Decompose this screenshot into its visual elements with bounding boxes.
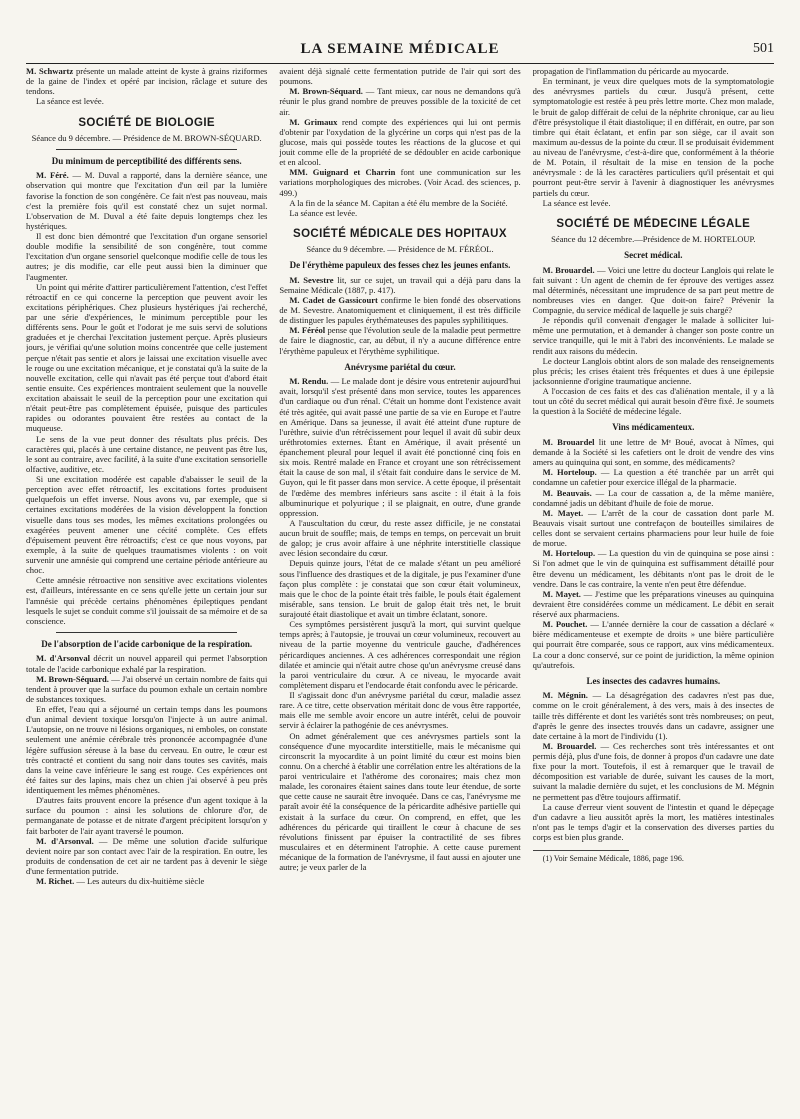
speaker-name: M. Féréol — [289, 325, 326, 336]
paragraph — [279, 690, 520, 731]
article-subtitle: Les insectes des cadavres humains. — [586, 675, 721, 686]
speaker-name: M. Schwartz — [26, 66, 74, 76]
paragraph — [279, 167, 520, 197]
speaker-name: M. Mayet. — [542, 588, 581, 599]
paragraph-text: — L'arrêt de la cour de cassation dont parle M. Beauvais visait surtout une contrefaçon de bouteilles similaires de celles dont se servaient certains pharmaciens pour leur huile de foie de morue. — [532, 507, 774, 549]
speaker-name: M. Grimaux — [289, 116, 338, 127]
paragraph-text: La séance est levée. — [542, 197, 611, 208]
paragraph-text: A la fin de la séance M. Capitan a été élu membre de la Société. — [289, 197, 508, 208]
speaker-name: M. Sevestre — [289, 274, 334, 285]
paragraph-text: Cette amnésie rétroactive non sensitive avec excitations violentes est, d'ailleurs, intéressante en ce sens qu'elle jette un certain jour sur l'amnésie qui précède certains phénomènes épileptiques pendant lesquels le sujet se conduit comme s'il jouissait de sa mémoire et de sa conscience. — [26, 575, 268, 626]
paragraph — [279, 731, 520, 873]
speaker-name: M. Richet. — [36, 876, 75, 887]
paragraph — [26, 474, 267, 575]
paragraph-text: font une communication sur les variations morphologiques des microbes. (Voir Acad. des sciences, p. 499.) — [279, 167, 521, 198]
column-1 — [26, 66, 267, 1109]
paragraph — [26, 170, 267, 231]
paragraph-text: décrit un nouvel appareil qui permet l'absorption totale de l'acide carbonique exhalé par la respiration. — [26, 653, 268, 674]
paragraph — [26, 836, 267, 877]
paragraph-text: A l'occasion de ces faits et des cas d'aliénation mentale, il y a là tout un côté du secret médical qui aurait besoin d'être fixé. Je soumets la question à la Société de médecine légale. — [532, 386, 774, 417]
paragraph-text: La séance est levée. — [36, 96, 104, 107]
paragraph-text: — L'année dernière la cour de cassation a déclaré « bière médicamenteuse et exempte de droits » une bière particulière qui pourrait être comparée, sous ce rapport, aux vins médicamenteux. La cour a donc conservé, sur ce point de juridiction, la même opinion qu'autrefois. — [532, 619, 774, 670]
paragraph — [533, 741, 774, 802]
paragraph-text: lit une lettre de Mᵉ Boué, avocat à Nîmes, qui demande à la Société si les cafetiers ont le droit de vendre des vins amers au quinquina qui sont, en somme, des médicaments? — [532, 436, 774, 468]
paragraph — [26, 66, 267, 96]
paragraph-text: — Voici une lettre du docteur Langlois qui relate le fait suivant : Un agent de chemin de fer éprouve des vertiges assez mal déterminés, nécessitant une imprudence de sa part peut mettre de nombreuses vies en danger. Que doit-on faire? Prévenir la Compagnie, du service médical de laquelle je suis chargé? — [532, 264, 774, 315]
paragraph-text: En effet, l'eau qui a séjourné un certain temps dans les poumons d'un animal devient toxique lorsqu'on l'injecte à un autre animal. L'autopsie, on ne trouve ni lésions organiques, ni emboles, on constate seulement une anémie cérébrale très prononcée accompagnée d'une légère suffusion séreuse à la base du cerveau. En outre, le cœur est très contracté et contient du sang noir dans toutes ses cavités, mais dans la veine cave inférieure le sang est rouge. Ces expériences ont été faites sur des lapins, mais chez un chien j'ai observé à peu près identiquement les mêmes phénomènes. — [26, 704, 268, 795]
paragraph-text: pense que l'évolution seule de la maladie peut permettre de faire le diagnostic, car, au début, il n'y a aucune différence entre l'érythème papuleux et l'érythème syphilitique. — [279, 325, 521, 356]
paragraph — [26, 575, 267, 626]
speaker-name: M. d'Arsonval. — [36, 835, 94, 846]
paragraph-text: — Le malade dont je désire vous entretenir aujourd'hui avait, lorsqu'il s'est présenté dans mon service, toutes les apparences d'un cardiaque ou d'un rénal. C'était un homme dont l'existence avait été très agitée, qui avait passé une partie de sa vie en Europe et l'autre en Amérique. Dans sa jeunesse, il avait été atteint d'une rupture de l'urèthre, suivie d'un rétrécissement pour lequel il avait dû subir deux uréthrotomies externes. Étant en Amérique, il avait présenté un épanchement pleural pour lequel il avait été ponctionné cinq fois en six mois. Rentré malade en France et croyant une son rétrécissement était la cause de son mal, il s'était fait conduire dans le service de M. Guyon, qui le fit passer dans mon service. A cette époque, il présentait de l'œdème des membres inférieurs sans ascite : il était à la fois albuminurique et polyurique ; il se plaignait, en outre, d'une grande oppression. — [279, 376, 521, 518]
paragraph-text: La séance est levée. — [289, 207, 358, 218]
speaker-name: MM. Guignard et Charrin — [289, 167, 396, 178]
paragraph-text: — Les auteurs du dix-huitième siècle — [74, 876, 205, 887]
article-subtitle: De l'érythème papuleux des fesses chez les jeunes enfants. — [289, 260, 511, 271]
column-2 — [279, 66, 520, 1109]
article-subtitle: Vins médicamenteux. — [612, 422, 695, 433]
paragraph — [279, 325, 520, 355]
paragraph — [533, 356, 774, 386]
paragraph-text: Si une excitation modérée est capable d'abaisser le seuil de la perception avec effet rétroactif, les excitations fortes produisent quelquefois un effet inverse. Nous avons vu, par exemple, que si certaines excitations modérées de la vision développent la fonction visuelle dans tous ses modes, les mêmes excitations prolongées ou exagérées peuvent amener une cécité complète. Ces effets d'épuisement peuvent être rétroactifs; c'est ce que nous voyons, par exemple, à la suite de quelques traumatismes violents : on voit survenir une amnésie qui comprend une certaine période antérieure au choc. — [26, 474, 268, 576]
paragraph — [279, 117, 520, 168]
paragraph — [26, 96, 267, 106]
speaker-name: M. Horteloup. — [542, 548, 596, 559]
paragraph-text: D'autres faits prouvent encore la présence d'un agent toxique à la surface du poumon : ainsi les solutions de chlorure d'or, de permanganate de potasse et de nitrate d'argent précipitent lorsqu'on y fait barboter de l'air ayant traversé le poumon. — [26, 795, 268, 836]
paragraph-text: lit, sur ce sujet, un travail qui a déjà paru dans la Semaine Médicale (1887, p. 417). — [279, 274, 521, 295]
paragraph-text: — La question du vin de quinquina se pose ainsi : Si l'on admet que le vin de quinquina est suffisamment détaillé pour être devenu un médicament, les débitants n'ont pas le droit de le vendre. Dans le cas contraire, la vente n'en peut être défendue. — [532, 548, 774, 589]
paragraph-text: — De même une solution d'acide sulfurique devient noire par son contact avec l'air de la respiration. En outre, les produits de condensation de cet air ne tardent pas à devenir le siège d'une fermentation putride. — [26, 835, 268, 876]
speaker-name: M. Rendu. — [289, 376, 329, 387]
paragraph-text: — Ces recherches sont très intéressantes et ont permis déjà, plus d'une fois, de donner à propos d'un cadavre une date fixe pour la mort. Toutefois, il est à remarquer que le travail de décomposition est variable de durée, suivant les causes de la mort, suivant la maladie dernière du sujet, et les conclusions de M. Mégnin ne permettent pas d'être toujours affirmatif. — [532, 740, 774, 802]
paragraph-text: Depuis quinze jours, l'état de ce malade s'étant un peu amélioré sous l'influence des drastiques et de la digitale, je pus l'examiner d'une façon plus complète : je constatai que son cœur était volumineux, mais que le choc de la pointe était très faible, le pouls était également misérable, sans tension. Le bruit de galop était très net, le bruit surajouté était diastolique et avait un timbre éclatant, sonore. — [279, 558, 521, 619]
article-subtitle: Anévrysme pariétal du cœur. — [344, 361, 456, 372]
paragraph — [533, 315, 774, 356]
column-3 — [533, 66, 774, 1109]
paragraph — [533, 66, 774, 76]
paragraph — [279, 198, 520, 208]
article-subtitle: Du minimum de perceptibilité des différents sens. — [51, 155, 242, 166]
paragraph — [533, 548, 774, 589]
paragraph-text: Il est donc bien démontré que l'excitation d'un organe sensoriel double modifie la sensibilité de son congénère, tout comme l'excitation d'un organe sensoriel quelconque modifie celle de tous les autres; je dis modifie, car elle peut aussi bien la diminuer que l'augmenter. — [26, 231, 268, 282]
speaker-name: M. Brown-Séquard. — [289, 86, 363, 97]
paragraph — [26, 674, 267, 704]
paragraph-text: Un point qui mérite d'attirer particulièrement l'attention, c'est l'effet rétroactif en ce qui concerne la perception que peuvent avoir les excitations périphériques. Chez plusieurs hystériques j'ai recherché, par une série d'expériences, le minimum perceptible pour les différents sens. Pour le goût et l'odorat je me suis servi de solutions graduées et je cherchai l'excitation justement perçue. Après plusieurs jours, je vérifiai qu'une solution moins concentrée que celle justement perçue n'était pas sentie et alors je laissai une excitation visuelle avec le rouge ou une excitation mécanique, et je constatai qu'à la suite de la nouvelle excitation, celle qui n'avait pas été perçue tout d'abord était sentie ensuite. Ces expériences montraient seulement que la nouvelle excitation abaissait le seuil de la perception pour une excitation qui n'était peut-être pas complètement épuisée, puisque des particules rapides ou odorantes pouvaient être restées au contact de la muqueuse. — [26, 281, 268, 434]
article-subtitle: De l'absorption de l'acide carbonique de la respiration. — [41, 638, 253, 649]
paragraph-text: Ces symptômes persistèrent jusqu'à la mort, qui survint quelque temps après; à l'autopsie, je trouvai un cœur volumineux, recouvert au niveau de la partie moyenne du ventricule gauche, d'adhérences péricardiques anciennes. A ces adhérences correspondait une région dilatée et amincie qui n'était autre chose qu'un anévrysme creusé dans la paroi ventriculaire du cœur. A ce niveau, le myocarde avait complètement disparu et l'endocarde était confondu avec le péricarde. — [279, 619, 521, 690]
speaker-name: M. Mayet. — [542, 507, 584, 518]
paragraph — [279, 66, 520, 86]
paragraph-text: confirme le bien fondé des observations de M. Sevestre. Anatomiquement et cliniquement, il est très difficile de distinguer les papules érythémateuses des papules syphilitiques. — [279, 294, 521, 326]
section-title: SOCIÉTÉ DE BIOLOGIE — [78, 116, 215, 129]
speaker-name: M. Brouardel. — [542, 264, 595, 275]
paragraph-text: propagation de l'inflammation du péricarde au myocarde. — [532, 66, 729, 76]
paragraph-text: On admet généralement que ces anévrysmes partiels sont la conséquence d'une myocardite interstitielle, mais le mécanisme qui circonscrit la myocardite à un point limité du cœur est moins bien connu. On a cherché à établir une corrélation entre les altérations de la paroi ventriculaire et l'athérome des coronaires; mais chez mon malade, les coronaires étaient saines dans toute leur étendue, de sorte que cette cause ne saurait être invoquée. Dans ce cas, l'anévrysme me paraît avoir été la conséquence de la péricardite adhésive partielle qui existait à la surface du cœur. On comprend, en effet, que les adhérences du péricarde qui tiraillent le cœur à chacune de ses révolutions finissent par épuiser la contractilité de ses fibres musculaires et en déterminent l'atrophie. A cette cause purement mécanique de la formation de l'anévrysme, il faut aussi en ajouter une autre; je veux parler de la — [279, 730, 521, 873]
speaker-name: M. Féré. — [36, 170, 69, 181]
session-meta: Séance du 9 décembre. — Présidence de M. BROWN-SÉQUARD. — [31, 132, 262, 143]
paragraph-text: Le sens de la vue peut donner des résultats plus précis. Des caractères qui, placés à une certaine distance, ne peuvent pas être lus, le sont au contraire, avec facilité, à la suite d'une excitation sensorielle olfactive, auditive, etc. — [26, 433, 268, 474]
session-meta: Séance du 12 décembre.—Présidence de M. HORTELOUP. — [551, 233, 756, 244]
footnote-divider — [533, 850, 630, 851]
page-number: 501 — [753, 41, 774, 56]
paragraph — [533, 76, 774, 198]
paragraph-text: — J'ai observé un certain nombre de faits qui tendent à prouver que la surface du poumon exhale un certain nombre de substances toxiques. — [26, 673, 268, 704]
paragraph — [533, 198, 774, 208]
paragraph-text: avaient déjà signalé cette fermentation putride de l'air qui sort des poumons. — [279, 66, 521, 87]
paragraph — [533, 488, 774, 508]
speaker-name: M. Beauvais. — [542, 487, 592, 498]
paragraph-text: En terminant, je veux dire quelques mots de la symptomatologie des anévrysmes partiels du cœur. Jusqu'à présent, cette symptomatologie est restée à peu près lettre morte. Chez mon malade, le bruit de galop différait de celui de la néphrite chronique, car au lieu d'être présystolique il était diastolique; il en différait, en outre, par son timbre qui était éclatant, et enfin par son siège, car il avait son maximum au-dessus de la pointe du cœur. Il se produisait évidemment au niveau de l'anévrysme, c'est-à-dire que, conformément à la théorie de M. Potain, il résultait de la mise en tension de la poche anévrysmale : de là les caractères particuliers qu'il présentait et qui pourront peut-être servir à l'avenir à diagnostiquer les anévrysmes partiels du cœur. — [532, 76, 774, 198]
paragraph — [533, 589, 774, 619]
paragraph-text: — Tant mieux, car nous ne demandons qu'à réunir le plus grand nombre de preuves possible de la toxicité de cet air. — [279, 86, 521, 117]
paragraph-text: — La cour de cassation a, de la même manière, condamné jadis un débitant d'huile de foie de morue. — [532, 487, 774, 508]
article-subtitle: Secret médical. — [624, 250, 683, 260]
columns — [26, 66, 774, 1109]
footnote: (1) Voir Semaine Médicale, 1886, page 196. — [542, 854, 684, 864]
speaker-name: M. d'Arsonval — [36, 653, 90, 664]
paragraph — [533, 265, 774, 316]
speaker-name: M. Cadet de Gassicourt — [289, 294, 378, 305]
paragraph — [26, 231, 267, 282]
speaker-name: M. Brown-Séquard. — [36, 673, 109, 684]
paragraph — [279, 558, 520, 619]
paragraph — [26, 282, 267, 434]
speaker-name: M. Mégnin. — [542, 690, 588, 701]
paragraph — [533, 690, 774, 741]
paragraph — [533, 508, 774, 549]
paragraph — [279, 518, 520, 559]
paragraph-text: — La désagrégation des cadavres n'est pas due, comme on le croit généralement, à des vers, mais à des insectes de taille très différente et dont les variétés sont très nombreuses; on peut, d'après le genre des insectes trouvés dans un cadavre, assigner une date certaine à la mort de l'individu (1). — [532, 690, 774, 741]
section-title: SOCIÉTÉ MÉDICALE DES HOPITAUX — [293, 227, 507, 240]
paragraph — [279, 275, 520, 295]
paragraph — [279, 86, 520, 116]
paragraph-text: Je répondis qu'il convenait d'engager le malade à solliciter lui-même une permutation, et à demander à changer son poste contre un service tranquille, qui le mit à l'abri des inconvénients. Le malade se rendit aux raisons du médecin. — [532, 315, 774, 356]
journal-title: LA SEMAINE MÉDICALE — [300, 41, 500, 57]
speaker-name: M. Brouardel — [542, 436, 595, 447]
paragraph — [26, 876, 267, 886]
paragraph-text: Il s'agissait donc d'un anévrysme pariétal du cœur, maladie assez rare. A ce titre, cette observation méritait donc de vous être rapportée, mais elle me semble avoir encore un autre intérêt, celui de pouvoir servir à éclairer la pathogénie de ces anévrysmes. — [279, 690, 521, 731]
paragraph — [26, 704, 267, 795]
paragraph — [533, 467, 774, 487]
paragraph — [533, 619, 774, 670]
paragraph — [533, 802, 774, 843]
paragraph-text: — M. Duval a rapporté, dans la dernière séance, une observation qui montre que l'excitation d'un œil par la lumière favorise la fonction de son congénère. Ce fait n'est pas nouveau, mais c'est la première fois qu'il est constaté chez un sujet normal. L'observation de M. Duval a été faite depuis longtemps chez les hystériques. — [26, 170, 268, 231]
paragraph-text: — J'estime que les préparations vineuses au quinquina devraient être considérées comme un médicament. Le débit en serait réservé aux pharmaciens. — [532, 588, 774, 619]
paragraph — [279, 295, 520, 325]
section-title: SOCIÉTÉ DE MÉDECINE LÉGALE — [556, 217, 751, 230]
divider — [56, 149, 237, 150]
paragraph — [533, 386, 774, 416]
paragraph — [279, 376, 520, 518]
paragraph — [26, 434, 267, 475]
paragraph — [533, 437, 774, 467]
session-meta: Séance du 9 décembre. — Présidence de M. FÉRÉOL. — [306, 244, 494, 254]
paragraph — [26, 795, 267, 836]
paragraph-text: Le docteur Langlois obtint alors de son malade des renseignements plus précis; les crises étaient très fréquentes et dues à une épilepsie jacksonnienne d'origine traumatique ancienne. — [532, 355, 774, 386]
speaker-name: M. Pouchet. — [542, 619, 588, 630]
divider — [56, 632, 237, 633]
paragraph — [26, 653, 267, 673]
paragraph-text: présente un malade atteint de kyste à grains riziformes de la gaine de l'index et opéré par incision, râclage et suture des tendons. — [26, 66, 268, 97]
paragraph — [279, 208, 520, 218]
speaker-name: M. Brouardel. — [542, 740, 597, 751]
paragraph-text: La cause d'erreur vient souvent de l'intestin et quand le dépeçage d'un cadavre a lieu aussitôt après la mort, les matières intestinales n'ont pas le temps d'agir et la conservation des diverses parties du corps est bien plus grande. — [532, 801, 774, 842]
speaker-name: M. Horteloup. — [542, 467, 597, 478]
paragraph-text: A l'auscultation du cœur, du reste assez difficile, je ne constatai aucun bruit de souffle; mais, de temps en temps, on percevait un bruit de galop; je crus avoir affaire à une néphrite interstitielle classique avec lésion secondaire du cœur. — [279, 517, 521, 559]
paragraph-text: — La question a été tranchée par un arrêt qui condamne un cafetier pour exercice illégal de la pharmacie. — [532, 467, 774, 488]
running-head — [26, 39, 774, 64]
paragraph — [279, 619, 520, 690]
paragraph-text: rend compte des expériences qui lui ont permis d'obtenir par l'oxydation de la glycérine un corps qui n'est pas de la glucose, mais qui possède toutes les réactions de la glucose et qui jouit comme elle de la propriété de se dédoubler en acide carbonique et en alcool. — [279, 116, 521, 168]
